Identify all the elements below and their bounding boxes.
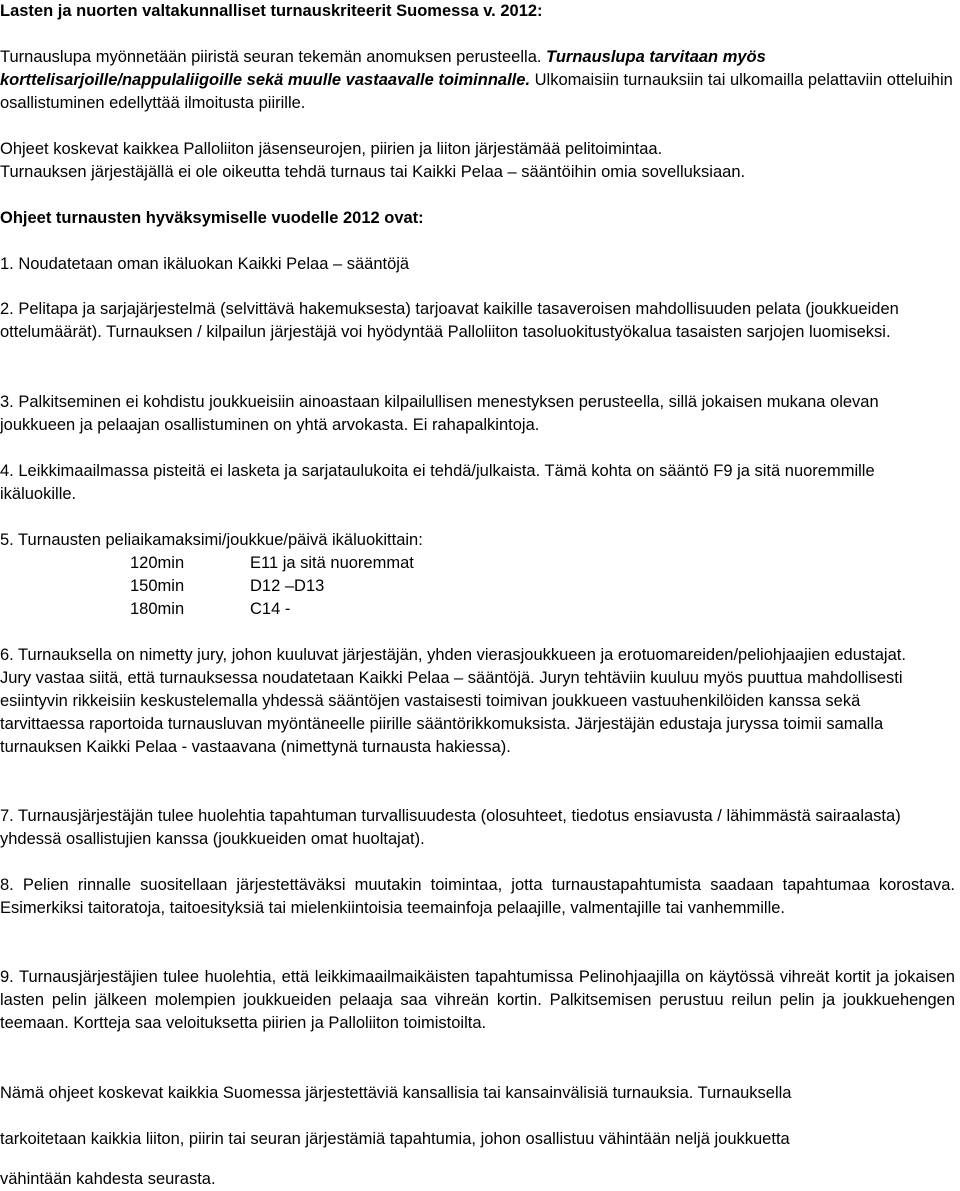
guideline-item-8: 8. Pelien rinnalle suositellaan järjestettäväksi muutakin toimintaa, jotta turnaustapahtumista saadaan tapahtumaa korostava. Esimerkiksi taitoratoja, taitoesityksiä tai mielenkiintoisia teemainfoja pelaajille, valmentajille tai vanhemmille.: [0, 876, 955, 917]
play-time-row: [130, 552, 414, 575]
guidelines-heading: Ohjeet turnausten hyväksymiselle vuodelle 2012 ovat:: [0, 209, 424, 227]
closing-line-3: vähintään kahdesta seurasta.: [0, 1170, 216, 1188]
closing-line-2: tarkoitetaan kaikkia liiton, piirin tai seuran järjestämiä tapahtumia, johon osallistuu vähintään neljä joukkuetta: [0, 1130, 790, 1148]
guideline-item-1: 1. Noudatetaan oman ikäluokan Kaikki Pelaa – sääntöjä: [0, 255, 410, 273]
closing-line-1: Nämä ohjeet koskevat kaikkia Suomessa järjestettäviä kansallisia tai kansainvälisiä turnauksia. Turnauksella: [0, 1084, 792, 1102]
guideline-item-2: 2. Pelitapa ja sarjajärjestelmä (selvittävä hakemuksesta) tarjoavat kaikille tasaveroisen mahdollisuuden pelata (joukkueiden ottelumäärät). Turnauksen / kilpailun järjestäjä voi hyödyntää Palloliiton tasoluokitustyökalua tasaisten sarjojen luomiseksi.: [0, 300, 899, 341]
guideline-item-3: 3. Palkitseminen ei kohdistu joukkueisiin ainoastaan kilpailullisen menestyksen perusteella, sillä jokaisen mukana olevan joukkueen ja pelaajan osallistuminen on yhtä arvokasta. Ei rahapalkintoja.: [0, 393, 879, 434]
guideline-item-9: 9. Turnausjärjestäjien tulee huolehtia, että leikkimaailmaikäisten tapahtumissa Pelinohjaajilla on käytössä vihreät kortit ja jokaisen lasten pelin jälkeen molempien joukkueiden pelaaja saa vihreän kortin. Palkitsemisen perustuu reilun pelin ja joukkuehengen teemaan. Kortteja saa veloituksetta piirien ja Palloliiton toimistoilta.: [0, 968, 955, 1032]
scope-paragraph: Ohjeet koskevat kaikkea Palloliiton jäsenseurojen, piirien ja liiton järjestämää pelitoimintaa.: [0, 140, 663, 158]
document-title: Lasten ja nuorten valtakunnalliset turnauskriteerit Suomessa v. 2012:: [0, 2, 543, 20]
play-time-value: 180min: [130, 600, 185, 618]
intro-text-a: Turnauslupa myönnetään piiristä seuran tekemän anomuksen perusteella.: [0, 48, 547, 66]
play-time-groups: E11 ja sitä nuoremmat: [250, 554, 414, 572]
play-time-groups: C14 -: [250, 600, 291, 618]
play-time-row: [130, 598, 414, 621]
play-time-value: 150min: [130, 577, 185, 595]
guideline-item-7: 7. Turnausjärjestäjän tulee huolehtia tapahtuman turvallisuudesta (olosuhteet, tiedotus ensiavusta / lähimmästä sairaalasta) yhdessä osallistujien kanssa (joukkueiden omat huoltajat).: [0, 807, 901, 848]
organizer-rule-paragraph: Turnauksen järjestäjällä ei ole oikeutta tehdä turnaus tai Kaikki Pelaa – sääntöihin omia sovelluksiaan.: [0, 163, 746, 181]
intro-text-bold-italic: Turnauslupa tarvitaan myös korttelisarjoille/nappulaliigoille sekä muulle vastaavalle toiminnalle.: [0, 48, 766, 89]
play-time-groups: D12 –D13: [250, 577, 325, 595]
play-time-value: 120min: [130, 554, 185, 572]
play-time-table: [130, 552, 414, 621]
guideline-item-6: 6. Turnauksella on nimetty jury, johon kuuluvat järjestäjän, yhden vierasjoukkueen ja erotuomareiden/peliohjaajien edustajat. Jury vastaa siitä, että turnauksessa noudatetaan Kaikki Pelaa – sääntöjä. Juryn tehtäviin kuuluu myös puuttua mahdollisesti esiintyvin rikkeisiin keskustelemalla yhdessä sääntöjen vastaisesti toimivan joukkueen vastuuhenkilöiden kanssa sekä tarvittaessa raportoida turnausluvan myöntäneelle piirille sääntörikkomuksista. Järjestäjän edustaja juryssa toimii samalla turnauksen Kaikki Pelaa - vastaavana (nimettynä turnausta hakiessa).: [0, 646, 906, 756]
intro-text-c: Ulkomaisiin turnauksiin tai ulkomailla pelattaviin otteluihin osallistuminen edellyttää ilmoitusta piirille.: [0, 71, 953, 112]
intro-paragraph: [0, 46, 955, 115]
guideline-item-5: 5. Turnausten peliaikamaksimi/joukkue/päivä ikäluokittain:: [0, 531, 423, 549]
guideline-item-4: 4. Leikkimaailmassa pisteitä ei lasketa ja sarjataulukoita ei tehdä/julkaista. Tämä kohta on sääntö F9 ja sitä nuoremmille ikäluokille.: [0, 462, 875, 503]
play-time-row: [130, 575, 414, 598]
